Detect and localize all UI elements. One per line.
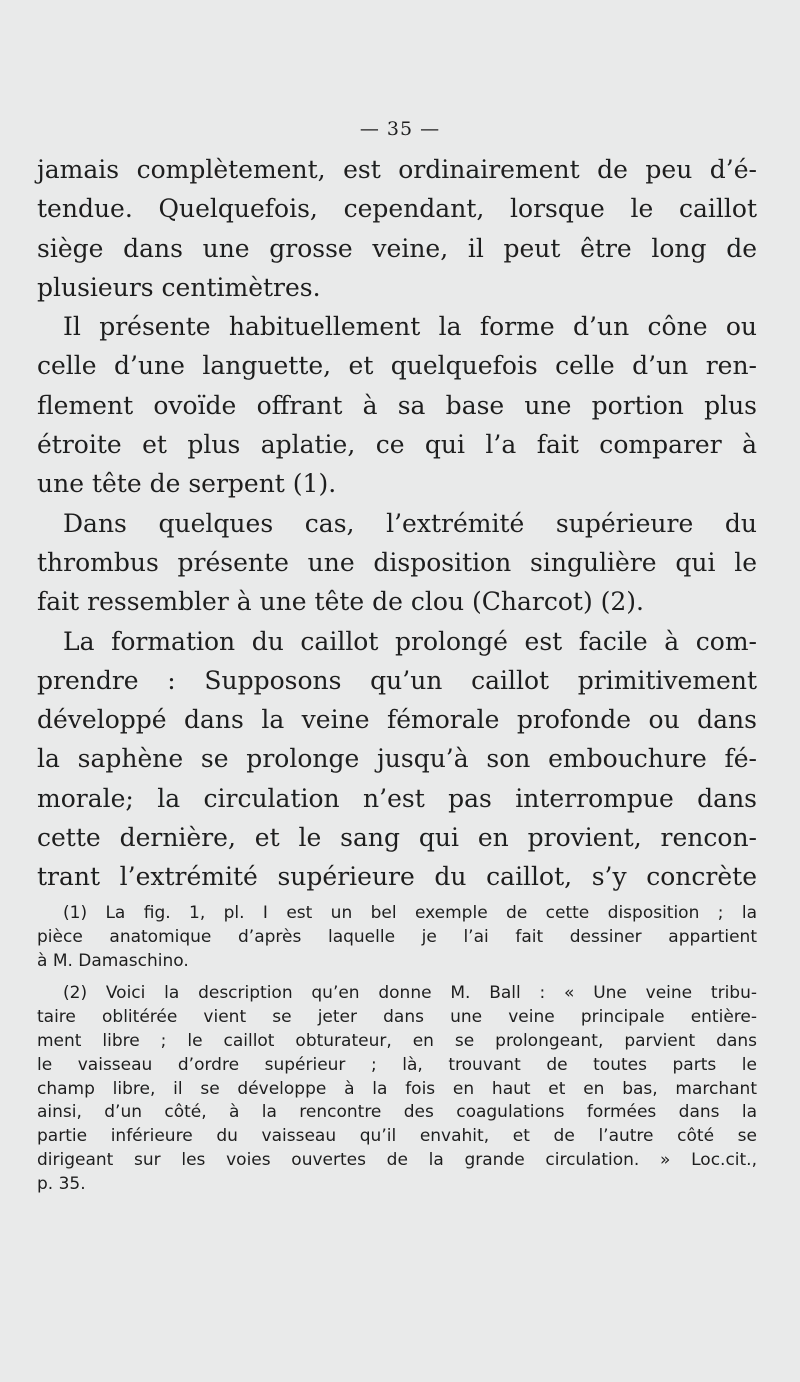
- text-line: plusieurs centimètres.: [37, 272, 321, 302]
- text-line: tendue. Quelquefois, cependant, lorsque le caillot: [37, 194, 757, 224]
- text-line: jamais complètement, est ordinairement de peu d’é-: [37, 155, 757, 184]
- footnote-line: (2) Voici la description qu’en donne M. Ball : « Une veine tribu-: [63, 983, 757, 1004]
- text-line: Il présente habituellement la forme d’un cône ou: [63, 312, 757, 342]
- text-line: La formation du caillot prolongé est facile à com-: [63, 626, 757, 656]
- footnote-line: p. 35.: [37, 1173, 86, 1194]
- text-line: flement ovoïde offrant à sa base une portion plus: [37, 390, 757, 420]
- footnotes: [37, 902, 757, 1197]
- text-line: celle d’une languette, et quelquefois celle d’un ren-: [37, 351, 757, 381]
- footnote-line: pièce anatomique d’après laquelle je l’ai fait dessiner appartient: [37, 926, 757, 947]
- text-line: cette dernière, et le sang qui en provient, rencon-: [37, 823, 757, 853]
- text-line: développé dans la veine fémorale profonde ou dans: [37, 705, 757, 735]
- footnote-line: ainsi, d’un côté, à la rencontre des coagulations formées dans la: [37, 1102, 757, 1123]
- footnote-line: le vaisseau d’ordre supérieur ; là, trouvant de toutes parts le: [37, 1054, 757, 1075]
- text-line: fait ressembler à une tête de clou (Charcot) (2).: [37, 587, 645, 617]
- footnote-line: partie inférieure du vaisseau qu’il envahit, et de l’autre côté se: [37, 1126, 757, 1147]
- footnote-line: dirigeant sur les voies ouvertes de la grande circulation. » Loc.cit.,: [37, 1149, 757, 1170]
- text-line: siège dans une grosse veine, il peut être long de: [37, 233, 757, 263]
- text-line: la saphène se prolonge jusqu’à son embouchure fé-: [37, 744, 757, 774]
- text-line: prendre : Supposons qu’un caillot primitivement: [37, 665, 757, 695]
- page-number: — 35 —: [359, 118, 441, 140]
- footnote-line: ment libre ; le caillot obturateur, en se prolongeant, parvient dans: [37, 1030, 757, 1051]
- text-line: morale; la circulation n’est pas interrompue dans: [37, 783, 757, 813]
- footnote-2: [37, 982, 757, 1196]
- text-line: Dans quelques cas, l’extrémité supérieure du: [63, 508, 757, 538]
- text-line: une tête de serpent (1).: [37, 469, 337, 499]
- text-line: étroite et plus aplatie, ce qui l’a fait comparer à: [37, 430, 757, 460]
- footnote-line: (1) La fig. 1, pl. I est un bel exemple de cette disposition ; la: [63, 903, 757, 923]
- text-line: thrombus présente une disposition singulière qui le: [37, 547, 757, 577]
- footnote-line: à M. Damaschino.: [37, 950, 189, 971]
- footnote-line: champ libre, il se développe à la fois en haut et en bas, marchant: [37, 1078, 757, 1099]
- body-text: [37, 150, 757, 897]
- footnote-line: taire oblitérée vient se jeter dans une veine principale entière-: [37, 1007, 757, 1028]
- text-line: trant l’extrémité supérieure du caillot, s’y concrète: [37, 862, 757, 892]
- footnote-1: [37, 902, 757, 973]
